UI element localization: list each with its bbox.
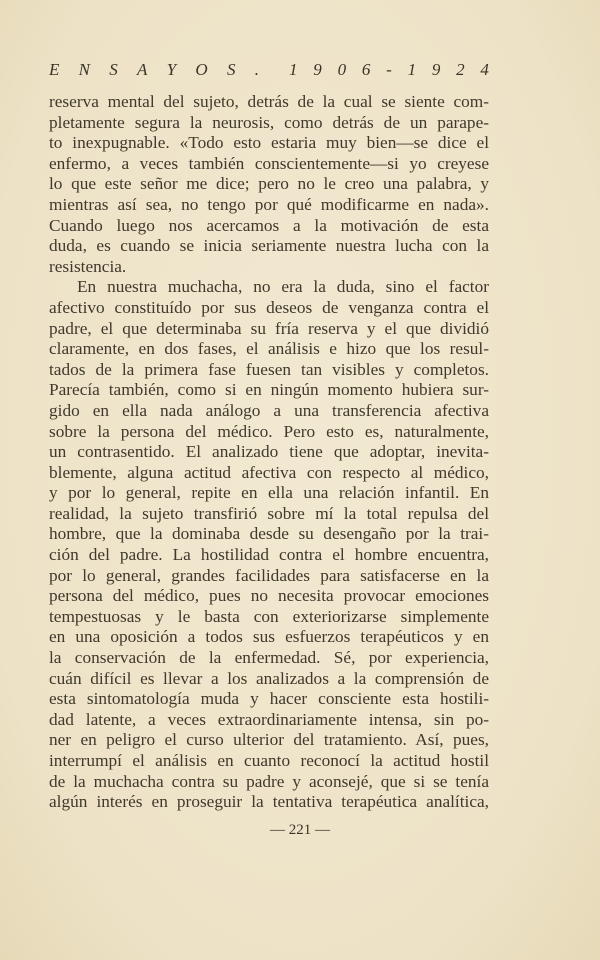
- text-line: gido en ella nada análogo a una transferencia afectiva: [49, 400, 489, 420]
- header-letter: 6: [361, 60, 371, 79]
- text-line: afectivo constituído por sus deseos de venganza contra el: [49, 297, 489, 317]
- header-letter: E: [49, 60, 60, 79]
- header-letter: N: [78, 60, 90, 79]
- text-line: y por lo general, repite en ella una relación infantil. En: [49, 483, 489, 503]
- text-line: padre, el que determinaba su fría reserva y el que dividió: [49, 318, 489, 338]
- text-line: un contrasentido. El analizado tiene que adoptar, inevita-: [49, 442, 489, 462]
- text-line: hombre, que la dominaba desde su desengaño por la trai-: [49, 524, 489, 544]
- text-line: en una oposición a todos sus esfuerzos terapéuticos y en: [49, 627, 489, 647]
- header-letter: A: [137, 60, 148, 79]
- header-letter: -: [386, 60, 392, 79]
- text-line: algún interés en proseguir la tentativa terapéutica analítica,: [49, 792, 489, 812]
- text-line: por lo general, grandes facilidades para satisfacerse en la: [49, 565, 489, 585]
- text-line: esta sintomatología muda y hacer consciente esta hostili-: [49, 689, 489, 709]
- header-letter: 9: [431, 60, 441, 79]
- text-line: reserva mental del sujeto, detrás de la cual se siente com-: [49, 92, 489, 111]
- body-text: [49, 92, 489, 813]
- text-line: lo que este señor me dice; pero no le creo una palabra, y: [49, 174, 489, 194]
- header-letter: S: [109, 60, 118, 79]
- text-line: Parecía también, como si en ningún momento hubiera sur-: [49, 380, 489, 400]
- text-line: enfermo, a veces también conscientemente—si yo creyese: [49, 153, 489, 173]
- running-header-years: [289, 60, 489, 84]
- text-line: dad latente, a veces extraordinariamente intensa, sin po-: [49, 709, 489, 729]
- header-letter: 2: [456, 60, 465, 79]
- text-line: de la muchacha contra su padre y aconsejé, que si se tenía: [49, 771, 489, 791]
- text-line: tempestuosas y le basta con exteriorizarse simplemente: [49, 606, 489, 626]
- page-number: — 221 —: [270, 822, 330, 838]
- text-line: cuán difícil es llevar a los analizados a la comprensión de: [49, 668, 489, 688]
- text-line: interrumpí el análisis en cuanto reconocí la actitud hostil: [49, 751, 489, 770]
- header-letter: 1: [289, 60, 298, 79]
- text-line: sobre la persona del médico. Pero esto es, naturalmente,: [49, 421, 489, 441]
- text-line: claramente, en dos fases, el análisis e hizo que los resul-: [49, 339, 489, 359]
- text-line: pletamente segura la neurosis, como detrás de un parape-: [49, 112, 489, 132]
- text-line: Cuando luego nos acercamos a la motivación de esta: [49, 215, 489, 235]
- text-line: tados de la primera fase fuesen tan visibles y completos.: [49, 359, 489, 379]
- text-line: realidad, la sujeto transfirió sobre mí la total repulsa del: [49, 503, 489, 523]
- running-header-title: [49, 60, 259, 84]
- header-letter: 1: [407, 60, 417, 79]
- text-line: ner en peligro el curso ulterior del tratamiento. Así, pues,: [49, 730, 489, 750]
- header-letter: S: [226, 60, 236, 79]
- text-line: mientras así sea, no tengo por qué modificarme en nada».: [49, 194, 489, 214]
- text-line: persona del médico, pues no necesita provocar emociones: [49, 586, 489, 606]
- text-line: la conservación de la enfermedad. Sé, por experiencia,: [49, 648, 489, 668]
- header-letter: 9: [313, 60, 322, 79]
- text-line: resistencia.: [49, 256, 127, 276]
- header-letter: O: [195, 60, 208, 79]
- header-letter: 0: [337, 60, 347, 79]
- running-header: [49, 60, 489, 84]
- header-letter: 4: [480, 60, 489, 79]
- text-line: duda, es cuando se inicia seriamente nuestra lucha con la: [49, 236, 489, 256]
- text-line: to inexpugnable. «Todo esto estaria muy bien—se dice el: [49, 133, 489, 153]
- header-letter: .: [254, 60, 259, 79]
- header-letter: Y: [166, 60, 177, 79]
- text-line: En nuestra muchacha, no era la duda, sino el factor: [77, 277, 489, 297]
- text-line: ción del padre. La hostilidad contra el hombre encuentra,: [49, 545, 489, 565]
- text-line: blemente, alguna actitud afectiva con respecto al médico,: [49, 462, 489, 482]
